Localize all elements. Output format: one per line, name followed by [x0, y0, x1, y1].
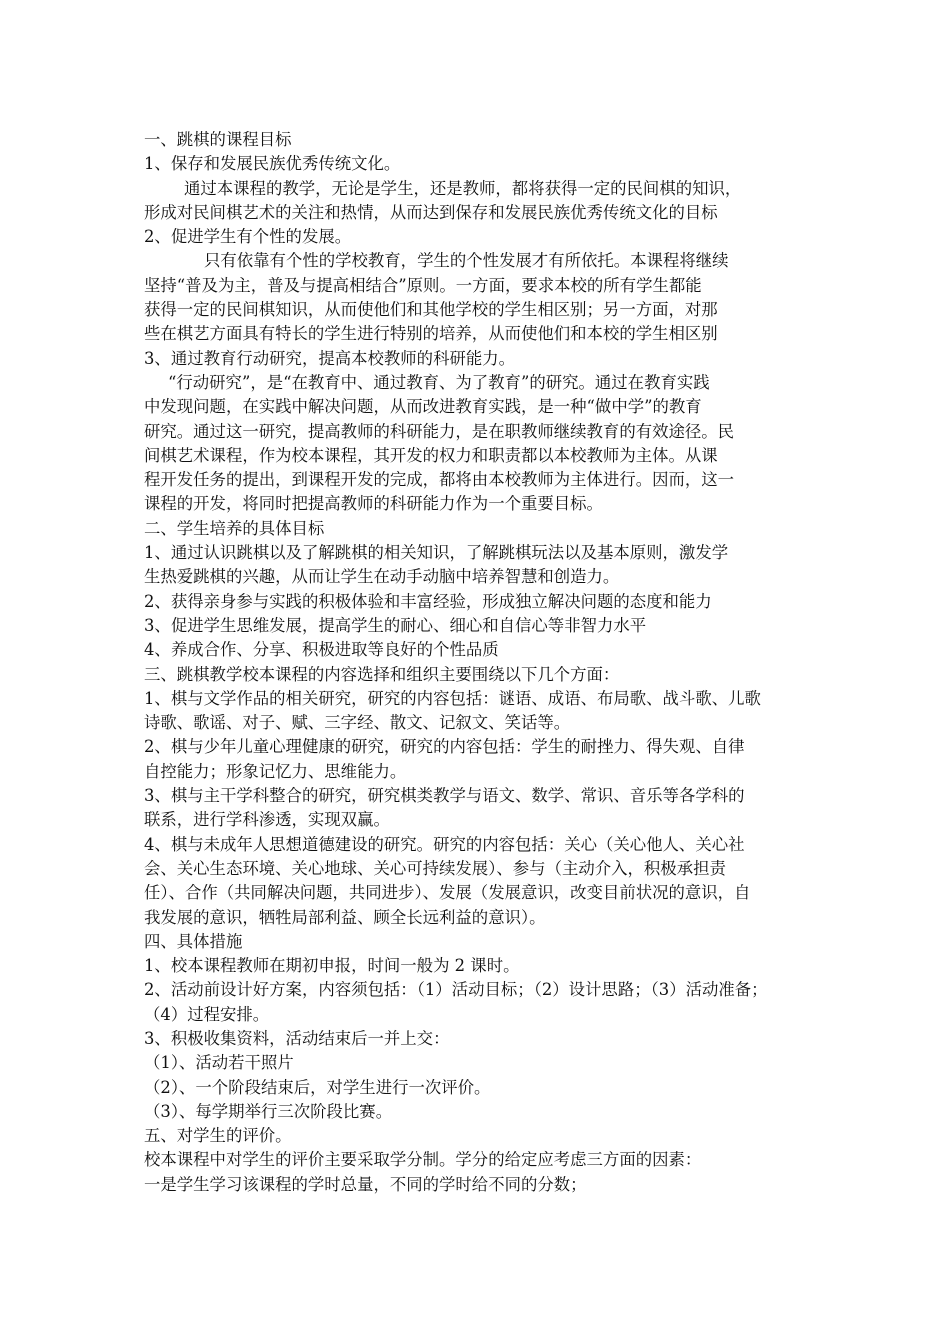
text-line: 坚持“普及为主，普及与提高相结合”原则。一方面，要求本校的所有学生都能 — [144, 275, 702, 295]
text-line: 诗歌、歌谣、对子、赋、三字经、散文、记叙文、笑话等。 — [144, 713, 571, 733]
text-line: 1、棋与文学作品的相关研究，研究的内容包括：谜语、成语、布局歌、战斗歌、儿歌 — [144, 688, 761, 708]
text-line: 3、棋与主干学科整合的研究，研究棋类教学与语文、数学、常识、音乐等各学科的 — [144, 786, 745, 806]
text-line: 自控能力；形象记忆力、思维能力。 — [144, 761, 407, 781]
text-line: 我发展的意识，牺牲局部利益、顾全长远利益的意识）。 — [144, 907, 546, 927]
text-line: 2、活动前设计好方案，内容须包括：（1）活动目标；（2）设计思路；（3）活动准备； — [144, 980, 768, 1000]
text-line: （2）、一个阶段结束后，对学生进行一次评价。 — [144, 1077, 491, 1097]
text-line: 1、保存和发展民族优秀传统文化。 — [144, 154, 401, 174]
text-line: 4、养成合作、分享、积极进取等良好的个性品质 — [144, 640, 499, 660]
text-line: 研究。通过这一研究，提高教师的科研能力，是在职教师继续教育的有效途径。民 — [144, 421, 735, 441]
text-line: 3、通过教育行动研究，提高本校教师的科研能力。 — [144, 348, 516, 368]
text-line: 联系，进行学科渗透，实现双赢。 — [144, 810, 390, 830]
text-line: 通过本课程的教学，无论是学生，还是教师，都将获得一定的民间棋的知识， — [184, 178, 742, 198]
text-line: 生热爱跳棋的兴趣，从而让学生在动手动脑中培养智慧和创造力。 — [144, 567, 620, 587]
text-line: 任）、合作（共同解决问题，共同进步）、发展（发展意识，改变目前状况的意识，自 — [144, 883, 751, 903]
text-line: 会、关心生态环境、关心地球、关心可持续发展）、参与（主动介入，积极承担责 — [144, 858, 726, 878]
text-line: 4、棋与未成年人思想道德建设的研究。研究的内容包括：关心（关心他人、关心社 — [144, 834, 745, 854]
text-line: 2、棋与少年儿童心理健康的研究，研究的内容包括：学生的耐挫力、得失观、自律 — [144, 737, 745, 757]
text-line: 2、获得亲身参与实践的积极体验和丰富经验，形成独立解决问题的态度和能力 — [144, 591, 712, 611]
text-line: 1、通过认识跳棋以及了解跳棋的相关知识，了解跳棋玩法以及基本原则，激发学 — [144, 543, 729, 563]
text-line: “行动研究”，是“在教育中、通过教育、为了教育”的研究。通过在教育实践 — [168, 372, 710, 392]
text-line: 间棋艺术课程，作为校本课程，其开发的权力和职责都以本校教师为主体。从课 — [144, 445, 718, 465]
document-body — [144, 128, 812, 1197]
text-line: （1）、活动若干照片 — [144, 1053, 294, 1073]
text-line: 2、促进学生有个性的发展。 — [144, 227, 352, 247]
text-line: 形成对民间棋艺术的关注和热情，从而达到保存和发展民族优秀传统文化的目标 — [144, 202, 718, 222]
text-line: （4）过程安排。 — [144, 1004, 270, 1024]
text-line: 五、对学生的评价。 — [144, 1126, 292, 1146]
text-line: 获得一定的民间棋知识，从而使他们和其他学校的学生相区别；另一方面，对那 — [144, 300, 718, 320]
text-line: 3、积极收集资料，活动结束后一并上交： — [144, 1028, 450, 1048]
text-line: 些在棋艺方面具有特长的学生进行特别的培养，从而使他们和本校的学生相区别 — [144, 324, 718, 344]
text-line: （3）、每学期举行三次阶段比赛。 — [144, 1101, 393, 1121]
text-line: 二、学生培养的具体目标 — [144, 518, 325, 538]
text-line: 一、跳棋的课程目标 — [144, 130, 292, 149]
text-line: 四、具体措施 — [144, 931, 243, 951]
text-line: 1、校本课程教师在期初申报，时间一般为 2 课时。 — [144, 956, 520, 976]
text-line: 只有依靠有个性的学校教育，学生的个性发展才有所依托。本课程将继续 — [204, 251, 729, 271]
text-line: 三、跳棋教学校本课程的内容选择和组织主要围绕以下几个方面： — [144, 664, 620, 684]
text-line: 一是学生学习该课程的学时总量，不同的学时给不同的分数； — [144, 1174, 587, 1194]
text-line: 中发现问题，在实践中解决问题，从而改进教育实践，是一种“做中学”的教育 — [144, 397, 702, 417]
text-line: 校本课程中对学生的评价主要采取学分制。学分的给定应考虑三方面的因素： — [144, 1150, 702, 1170]
text-line: 3、促进学生思维发展，提高学生的耐心、细心和自信心等非智力水平 — [144, 615, 647, 635]
text-line: 程开发任务的提出，到课程开发的完成，都将由本校教师为主体进行。因而，这一 — [144, 470, 735, 490]
text-line: 课程的开发，将同时把提高教师的科研能力作为一个重要目标。 — [144, 494, 603, 514]
